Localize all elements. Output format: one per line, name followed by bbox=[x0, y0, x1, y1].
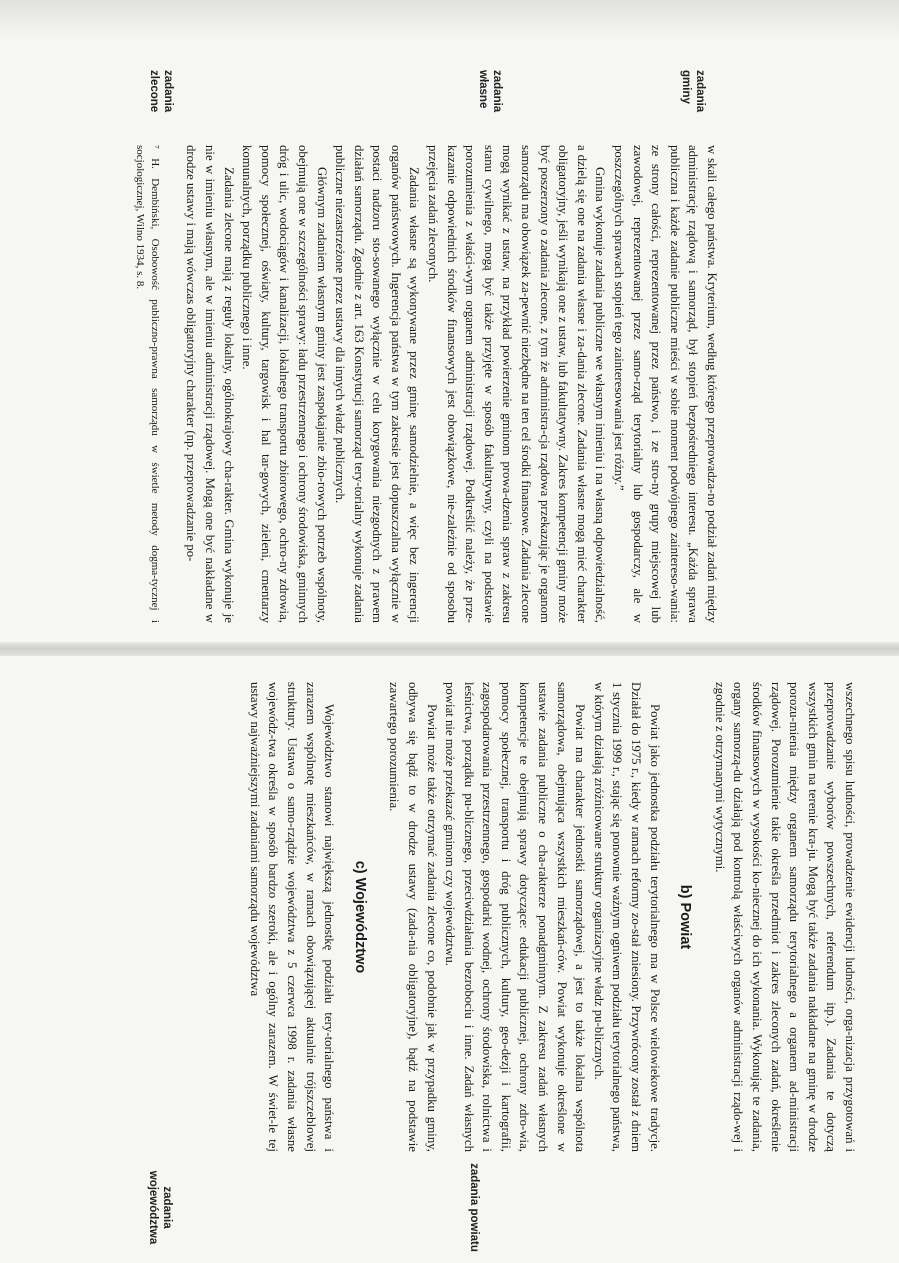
right-page bbox=[0, 10, 899, 1260]
footnote-text: ⁷ H. Dembiński, Osobowość publiczno-prawna samorządu w świetle metody dogma-tycznej i socjologicznej, Wilno 1934, s. 8. bbox=[133, 145, 161, 623]
paragraph: Powiat ma charakter jednostki samorządowej, a jest to także lokalna wspólnota samorządowa, obejmująca wszystkich mieszkań-ców. Powiat wykonuje określone w ustawie zadania publiczne o cha-rakterze ponadgminnym. Z zakresu zadań własnych kompetencje te obejmują sprawy dotyczące: edukacji publicznej, ochrony zdro-wia, pomocy społecznej, transportu i dróg publicznych, kultury, geo-dezji i kartografii, zagospodarowania przestrzennego, gospodarki wodnej, ochrony środowiska, rolnictwa i leśnictwa, porządku pu-blicznego, przeciwdziałania bezrobociu i inne. Zadań własnych powiat nie może przekazać gminom czy województwu. bbox=[443, 682, 588, 1152]
margin-note-zadania-zlecone: zadania zlecone bbox=[148, 70, 174, 113]
paragraph: w skali całego państwa. Kryterium, według którego przeprowadza-no podział zadań między administrację rządową i samorząd, był stopień bezpośredniego interesu. „Każda sprawa publiczna i każde zadanie publiczne mieści w sobie moment podwójnego zaintereso-wania: ze strony całości, reprezentowanej przez państwo, i ze stro-ny grupy miejscowej lub zawodowej, reprezentowanej przez samo-rząd terytorialny lub gospodarczy, ale w poszczególnych sprawach stopień tego zainteresowania jest różny.” bbox=[612, 145, 719, 623]
margin-note-zadania-gminy: zadania gminy bbox=[680, 70, 706, 113]
paragraph: Województwo stanowi największą jednostkę podziału tery-torialnego państwa i zarazem wspólnotę mieszkańców, w ramach obowiązującej aktualnie trójszczeblowej struktury. Ustawa o samo-rządzie województwa z 5 czerwca 1998 r. zadania własne wojewódz-twa określa w sposób bardzo szeroki, ale i ogólny zarazem. W świet-le tej ustawy najważniejszymi zadaniami samorządu województwa bbox=[247, 682, 337, 1152]
section-heading-powiat: b) Powiat bbox=[677, 884, 694, 950]
margin-note-zadania-wojewodztwa: zadania województwa bbox=[147, 1170, 173, 1245]
margin-note-zadania-powiatu: zadania powiatu bbox=[468, 1163, 480, 1252]
paragraph: wszechnego spisu ludności, prowadzenie ewidencji ludności, orga-nizacja przygotowań i przeprowadzanie wyborów powszechnych, referendum itp.). Zadania te dotyczą wszystkich gmin na terenie kra-ju. Mogą być także zadania nakładane na gminę w drodze porozu-mienia między organem samorządu terytorialnego a organem ad-ministracji rządowej. Porozumienie takie określa przedmiot i zakres zleconych zadań, określenie środków finansowych w wysokości ko-niecznej do ich wykonania. Wykonując te zadania, organy samorzą-du działają pod kontrolą właściwych organów administracji rządo-wej i zgodnie z otrzymanymi wytycznymi. bbox=[712, 682, 857, 1152]
paragraph: Głównym zadaniem własnym gminy jest zaspokajanie zbio-rowych potrzeb wspólnoty, obejmują one w szczególności sprawy: ładu przestrzennego i ochrony środowiska, gminnych dróg i ulic, wodociągów i kanalizacji, lokalnego transportu zbiorowego, ochro-ny zdrowia, pomocy społecznej, oświaty, kultury, targowisk i hal tar-gowych, zieleni, cmentarzy komunalnych, porządku publicznego i inne. bbox=[240, 145, 329, 623]
paragraph: Zadania zlecone mają z reguły lokalny, ogólnokrajowy cha-rakter. Gmina wykonuje je nie w imieniu własnym, ale w imieniu administracji rządowej. Mogą one być nakładane w drodze ustawy i mają wówczas obligatoryjny charakter (np. przeprowadzanie po- bbox=[184, 145, 236, 623]
paragraph: Gmina wykonuje zadania publiczne we własnym imieniu i na własną odpowiedzialność, a dzielą się one na zadania własne i za-dania zlecone. Zadania własne mogą mieć charakter obligatoryjny, jeśli wynikają one z ustaw, lub fakultatywny. Zakres kompetencji gminy może być poszerzony o zadania zlecone, z tym że administra-cja rządowa przekazując je organom samorządu ma obowiązek za-pewnić niezbędne na ten cel środki finansowe. Zadania zlecone mogą wynikać z ustaw, na przykład powierzenie gminom prowa-dzenia spraw z zakresu stanu cywilnego, mogą być także przyjęte w sposób fakultatywny, czyli na podstawie porozumienia z właści-wym organem administracji rządowej. Podkreślić należy, że prze-kazanie odpowiednich środków finansowych jest obowiązkowe, nie-zależnie od sposobu przejęcia zadań zleconych. bbox=[426, 145, 608, 623]
section-heading-wojewodztwo: c) Województwo bbox=[351, 860, 368, 974]
paragraph: Powiat może także otrzymać zadania zlecone co, podobnie jak w przypadku gminy, odbywa się bądź to w drodze ustawy (zada-nia obligatoryjne), bądź na podstawie zawartego porozumienia. bbox=[387, 682, 439, 1152]
book-spread bbox=[0, 10, 899, 1260]
margin-note-zadania-wlasne: zadania własne bbox=[477, 70, 503, 113]
paragraph: Powiat jako jednostka podziału terytorialnego ma w Polsce wielowiekowe tradycje. Działał do 1975 r., kiedy w ramach reformy zo-stał zniesiony. Przywrócony został z dniem 1 stycznia 1999 r., stając się ponownie ważnym ogniwem podziału terytorialnego państwa, w którym działają zróżnicowane struktury organizacyjne władz pu-blicznych. bbox=[591, 682, 662, 1152]
right-text-column bbox=[245, 682, 859, 1152]
paragraph: Zadania własne są wykonywane przez gminę samodzielnie, a więc bez ingerencji organów państwowych. Ingerencja państwa w tym zakresie jest dopuszczalna wyłącznie w postaci nadzoru sto-sowanego wyłącznie w celu korygowania niezgodnych z prawem działań samorządu. Zgodnie z art. 163 Konstytucji samorząd tery-torialny wykonuje zadania publiczne niezastrzeżone przez ustawy dla innych władz publicznych. bbox=[333, 145, 422, 623]
